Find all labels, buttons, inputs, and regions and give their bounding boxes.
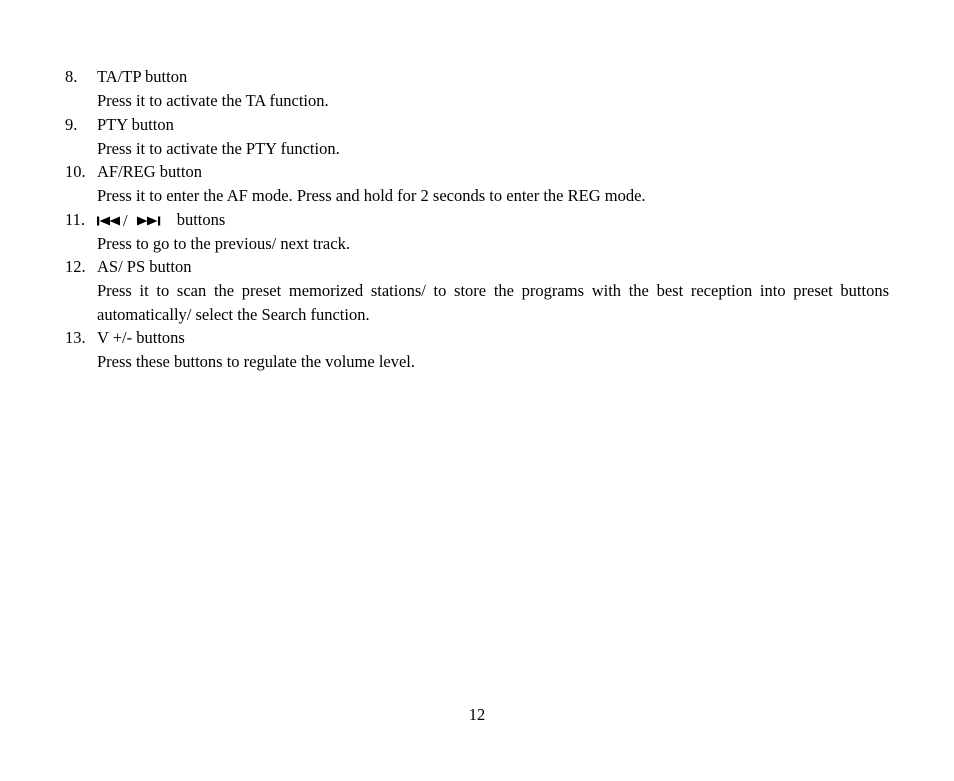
item-description: Press it to activate the TA function. xyxy=(97,91,329,110)
item-number: 8. xyxy=(65,67,78,86)
item-description: Press it to activate the PTY function. xyxy=(97,138,340,158)
page-number: 12 xyxy=(468,705,486,724)
title-separator: / xyxy=(123,210,128,230)
manual-page-content xyxy=(0,65,954,374)
item-number: 9. xyxy=(65,114,78,134)
item-description: Press these buttons to regulate the volume level. xyxy=(97,352,416,371)
list-item-ta-tp xyxy=(0,65,954,113)
item-description: Press to go to the previous/ next track. xyxy=(97,233,350,253)
item-title: AS/ PS button xyxy=(97,257,192,276)
item-title-suffix: buttons xyxy=(176,209,226,229)
list-item-as-ps xyxy=(0,255,954,326)
list-item-pty xyxy=(0,113,954,161)
item-number: 10. xyxy=(65,162,86,181)
item-title: V +/- buttons xyxy=(97,328,185,347)
item-title xyxy=(97,208,225,233)
list-item-track-buttons xyxy=(0,208,954,256)
item-title: AF/REG button xyxy=(97,162,202,181)
item-description: Press it to scan the preset memorized stations/ to store the programs with the best reception into preset buttons automatically/ select the Search function. xyxy=(97,281,889,324)
item-title: TA/TP button xyxy=(97,67,188,86)
item-description: Press it to enter the AF mode. Press and hold for 2 seconds to enter the REG mode. xyxy=(97,186,646,205)
previous-track-icon xyxy=(97,216,123,226)
list-item-volume xyxy=(0,326,954,374)
item-title: PTY button xyxy=(97,114,174,134)
item-number: 13. xyxy=(65,328,86,347)
item-number: 12. xyxy=(65,257,86,276)
list-item-af-reg xyxy=(0,160,954,208)
next-track-icon xyxy=(137,216,167,226)
item-number: 11. xyxy=(65,209,86,229)
